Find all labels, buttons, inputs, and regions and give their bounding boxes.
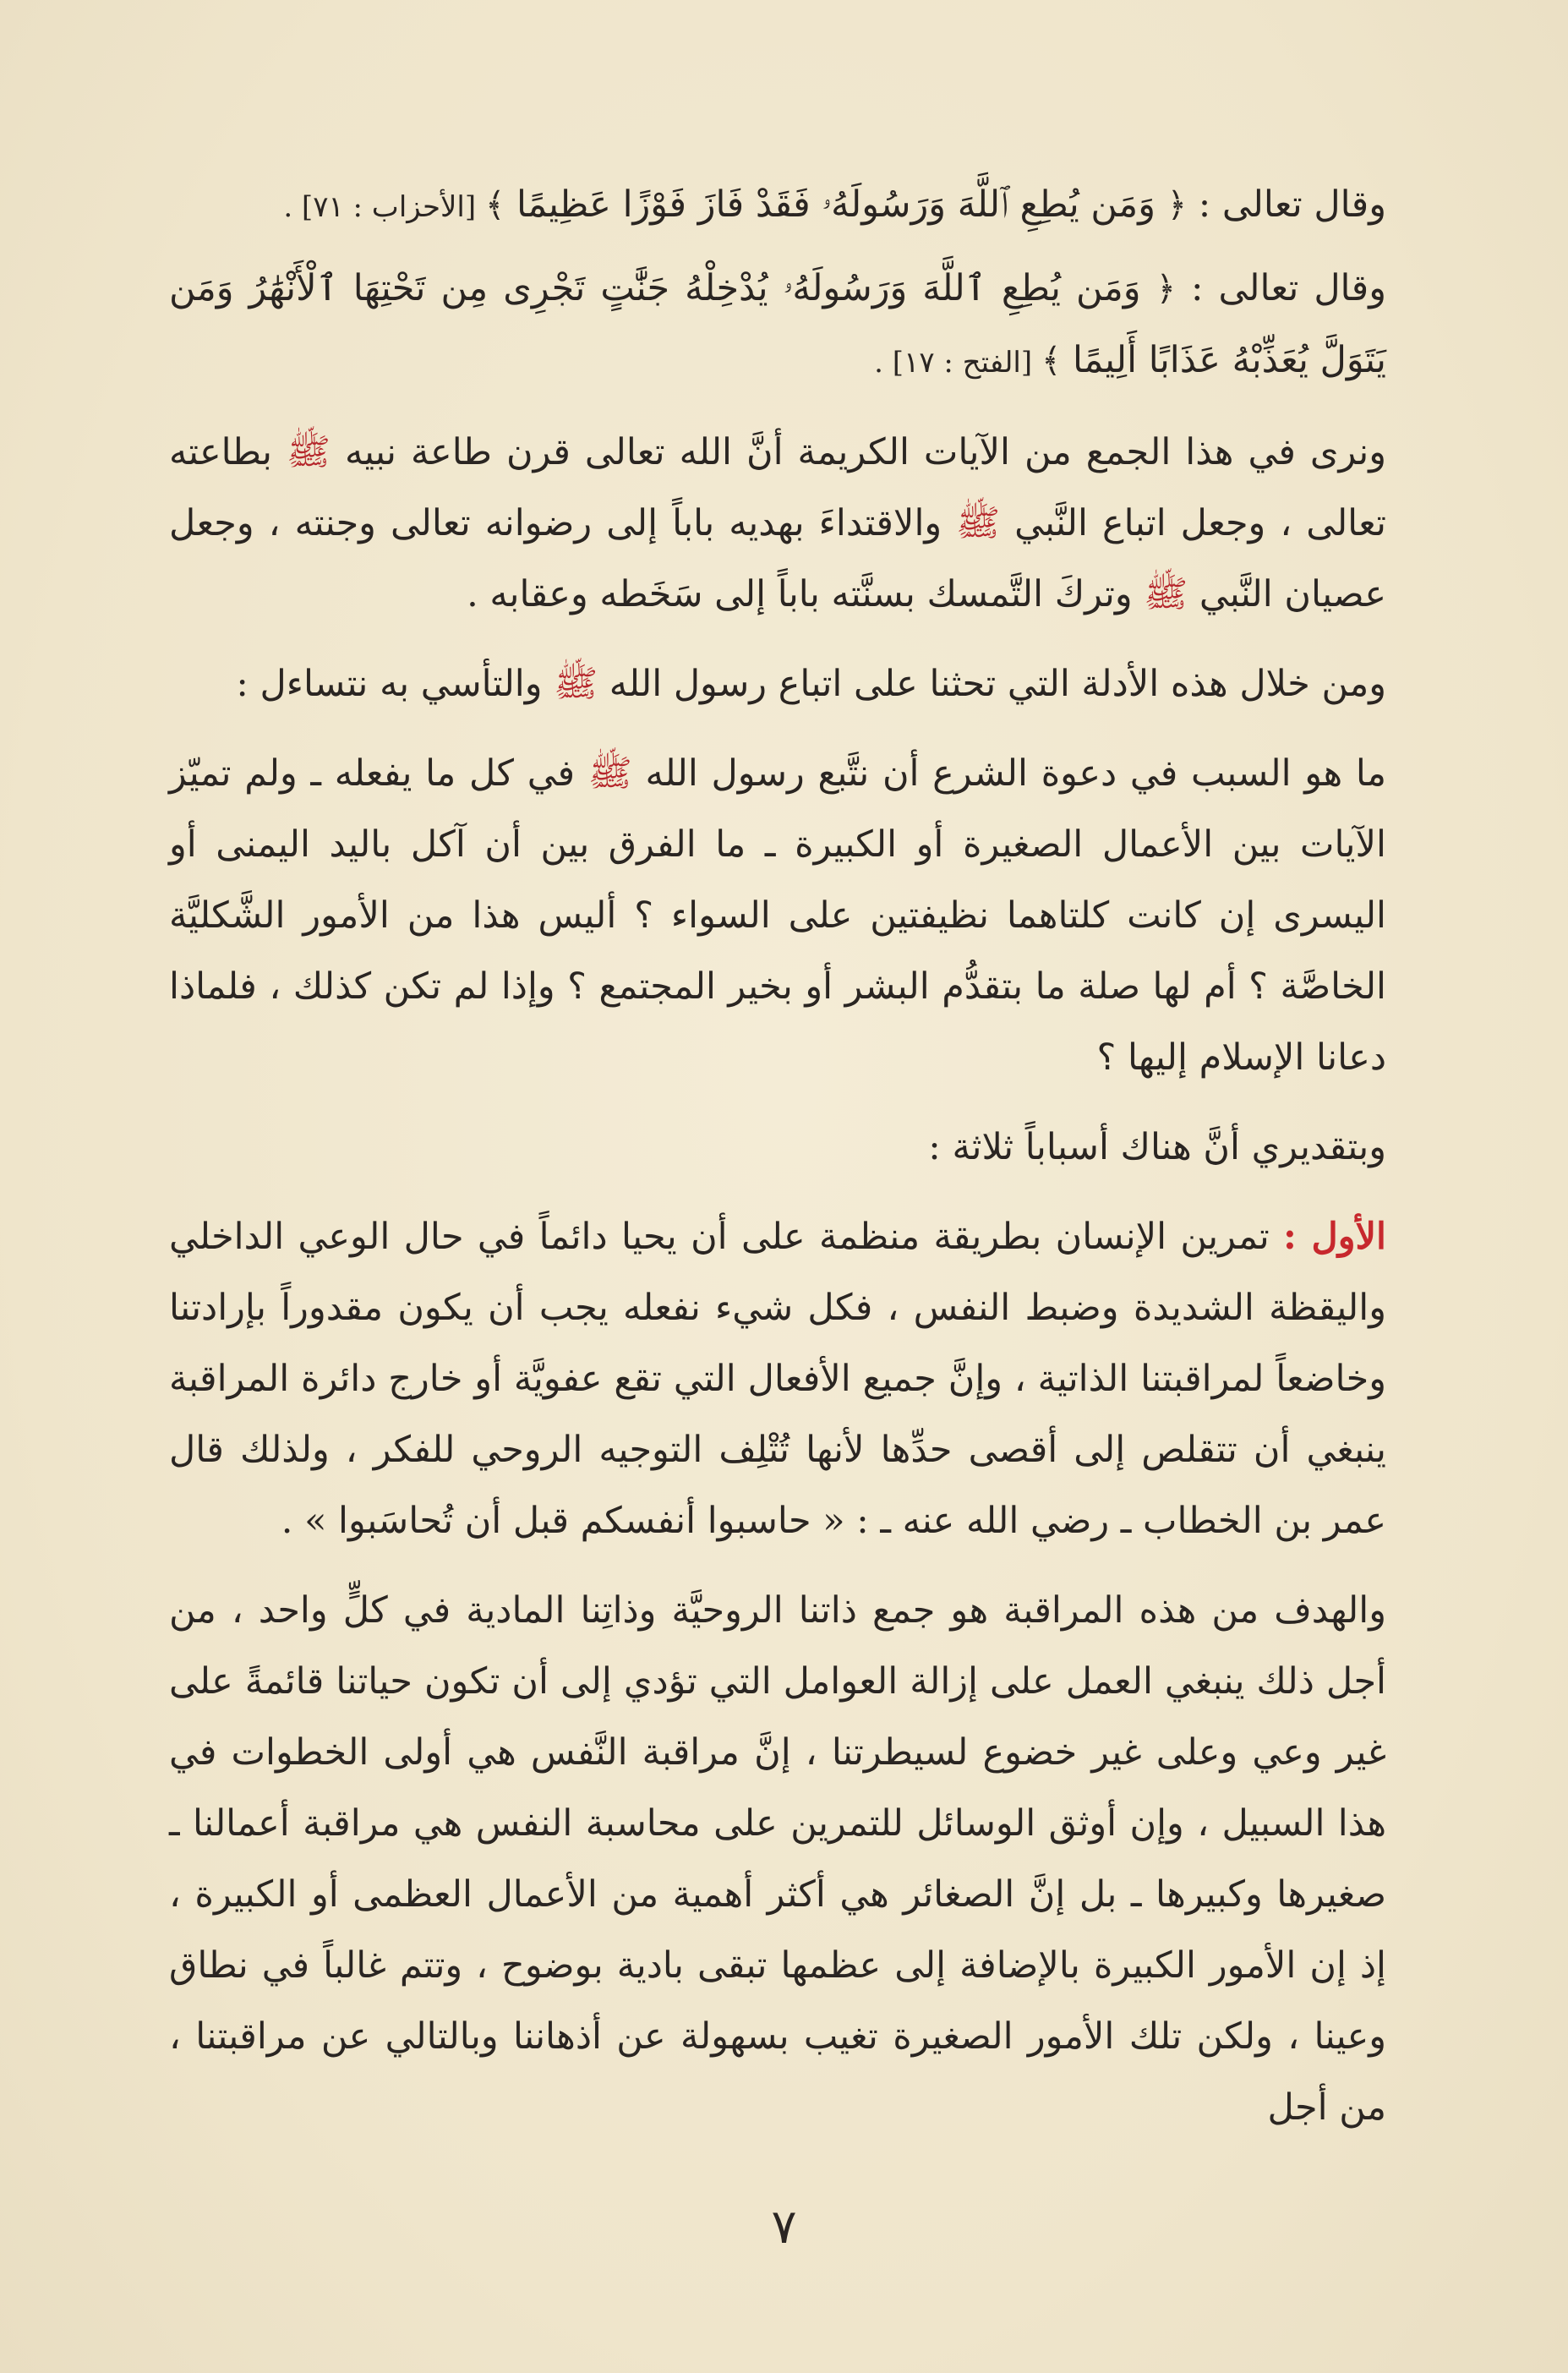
salawat-symbol: ﷺ — [287, 431, 331, 473]
paragraph-quote-2 — [169, 253, 1386, 398]
ornate-bracket-open: ﴿ — [1156, 270, 1177, 309]
verse-reference: [الأحزاب : ٧١] . — [283, 190, 485, 224]
ornate-bracket-open: ﴿ — [1166, 186, 1188, 225]
paragraph-reasons-intro: وبتقديري أنَّ هناك أسباباً ثلاثة : — [928, 1126, 1386, 1168]
page-number: ٧ — [771, 2200, 797, 2255]
verse-reference: [الفتح : ١٧] . — [874, 346, 1041, 380]
paragraph-quote-1 — [169, 169, 1386, 243]
quran-verse: وَمَن يُطِعِ ٱللَّهَ وَرَسُولَهُۥ فَقَدْ فَازَ فَوْزًا عَظِيمًا — [505, 183, 1167, 226]
paragraph-commentary — [169, 417, 1386, 630]
first-reason-label: الأول : — [1283, 1216, 1386, 1258]
quote-intro: وقال تعالى : — [1176, 267, 1386, 309]
salawat-symbol: ﷺ — [554, 663, 598, 705]
text-segment: تمرين الإنسان بطريقة منظمة على أن يحيا دائماً في حال الوعي الداخلي واليقظة الشديدة وضبط النفس ، فكل شيء نفعله يجب أن يكون مقدوراً بإرادتنا وخاضعاً لمراقبتنا الذاتية ، وإنَّ جميع الأفعال التي تقع عفويَّة أو خارج دائرة المراقبة ينبغي أن تتقلص إلى أقصى حدِّها لأنها تُتْلِف التوجيه الروحي للفكر ، ولذلك قال عمر بن الخطاب ـ رضي الله عنه ـ : « حاسبوا أنفسكم قبل أن تُحاسَبوا » . — [169, 1216, 1386, 1542]
paragraph-questions — [169, 738, 1386, 1093]
text-segment: والتأسي به نتساءل : — [236, 663, 555, 705]
ornate-bracket-close: ﴾ — [484, 186, 505, 225]
text-segment: بطاعته تعالى ، وجعل اتباع النَّبي — [169, 431, 1386, 544]
text-segment: وتركَ التَّمسك بسنَّته باباً إلى سَخَطه وعقابه . — [467, 573, 1145, 615]
salawat-symbol: ﷺ — [956, 502, 1001, 544]
quran-verse: وَمَن يُطِعِ ٱللَّهَ وَرَسُولَهُۥ يُدْخِلْهُ جَنَّٰتٍ تَجْرِى مِن تَحْتِهَا ٱلْأَنْهَٰرُ وَمَن يَتَوَلَّ يُعَذِّبْهُ عَذَابًا أَلِيمًا — [169, 267, 1386, 381]
salawat-symbol: ﷺ — [587, 752, 632, 795]
text-segment: ما هو السبب في دعوة الشرع أن نتَّبع رسول الله — [631, 752, 1387, 795]
salawat-symbol: ﷺ — [1144, 573, 1188, 615]
text-segment: والاقتداءَ بهديه باباً إلى رضوانه تعالى وجنته ، وجعل عصيان النَّبي — [169, 502, 1386, 615]
text-segment: ونرى في هذا الجمع من الآيات الكريمة أنَّ الله تعالى قرن طاعة نبيه — [331, 431, 1386, 473]
text-segment: في كل ما يفعله ـ ولم تميّز الآيات بين الأعمال الصغيرة أو الكبيرة ـ ما الفرق بين أن آكل باليد اليمنى أو اليسرى إن كانت كلتاهما نظيفتين على السواء ؟ أليس هذا من الأمور الشَّكليَّة الخاصَّة ؟ أم لها صلة ما بتقدُّم البشر أو بخير المجتمع ؟ وإذا لم تكن كذلك ، فلماذا دعانا الإسلام إليها ؟ — [169, 752, 1386, 1079]
page-body — [169, 169, 1386, 2162]
text-segment: ومن خلال هذه الأدلة التي تحثنا على اتباع رسول الله — [598, 663, 1386, 705]
paragraph-goal: والهدف من هذه المراقبة هو جمع ذاتنا الروحيَّة وذاتِنا المادية في كلٍّ واحد ، من أجل ذلك ينبغي العمل على إزالة العوامل التي تؤدي إلى أن تكون حياتنا قائمةً على غير وعي وعلى غير خضوع لسيطرتنا ، إنَّ مراقبة النَّفس هي أولى الخطوات في هذا السبيل ، وإن أوثق الوسائل للتمرين على محاسبة النفس هي مراقبة أعمالنا ـ صغيرها وكبيرها ـ بل إنَّ الصغائر هي أكثر أهمية من الأعمال العظمى أو الكبيرة ، إذ إن الأمور الكبيرة بالإضافة إلى عظمها تبقى بادية بوضوح ، وتتم غالباً في نطاق وعينا ، ولكن تلك الأمور الصغيرة تغيب بسهولة عن أذهاننا وبالتالي عن مراقبتنا ، من أجل — [169, 1589, 1386, 2129]
quote-intro: وقال تعالى : — [1187, 183, 1386, 226]
ornate-bracket-close: ﴾ — [1041, 342, 1062, 380]
paragraph-question-intro — [169, 648, 1386, 719]
paragraph-first-reason — [169, 1201, 1386, 1556]
